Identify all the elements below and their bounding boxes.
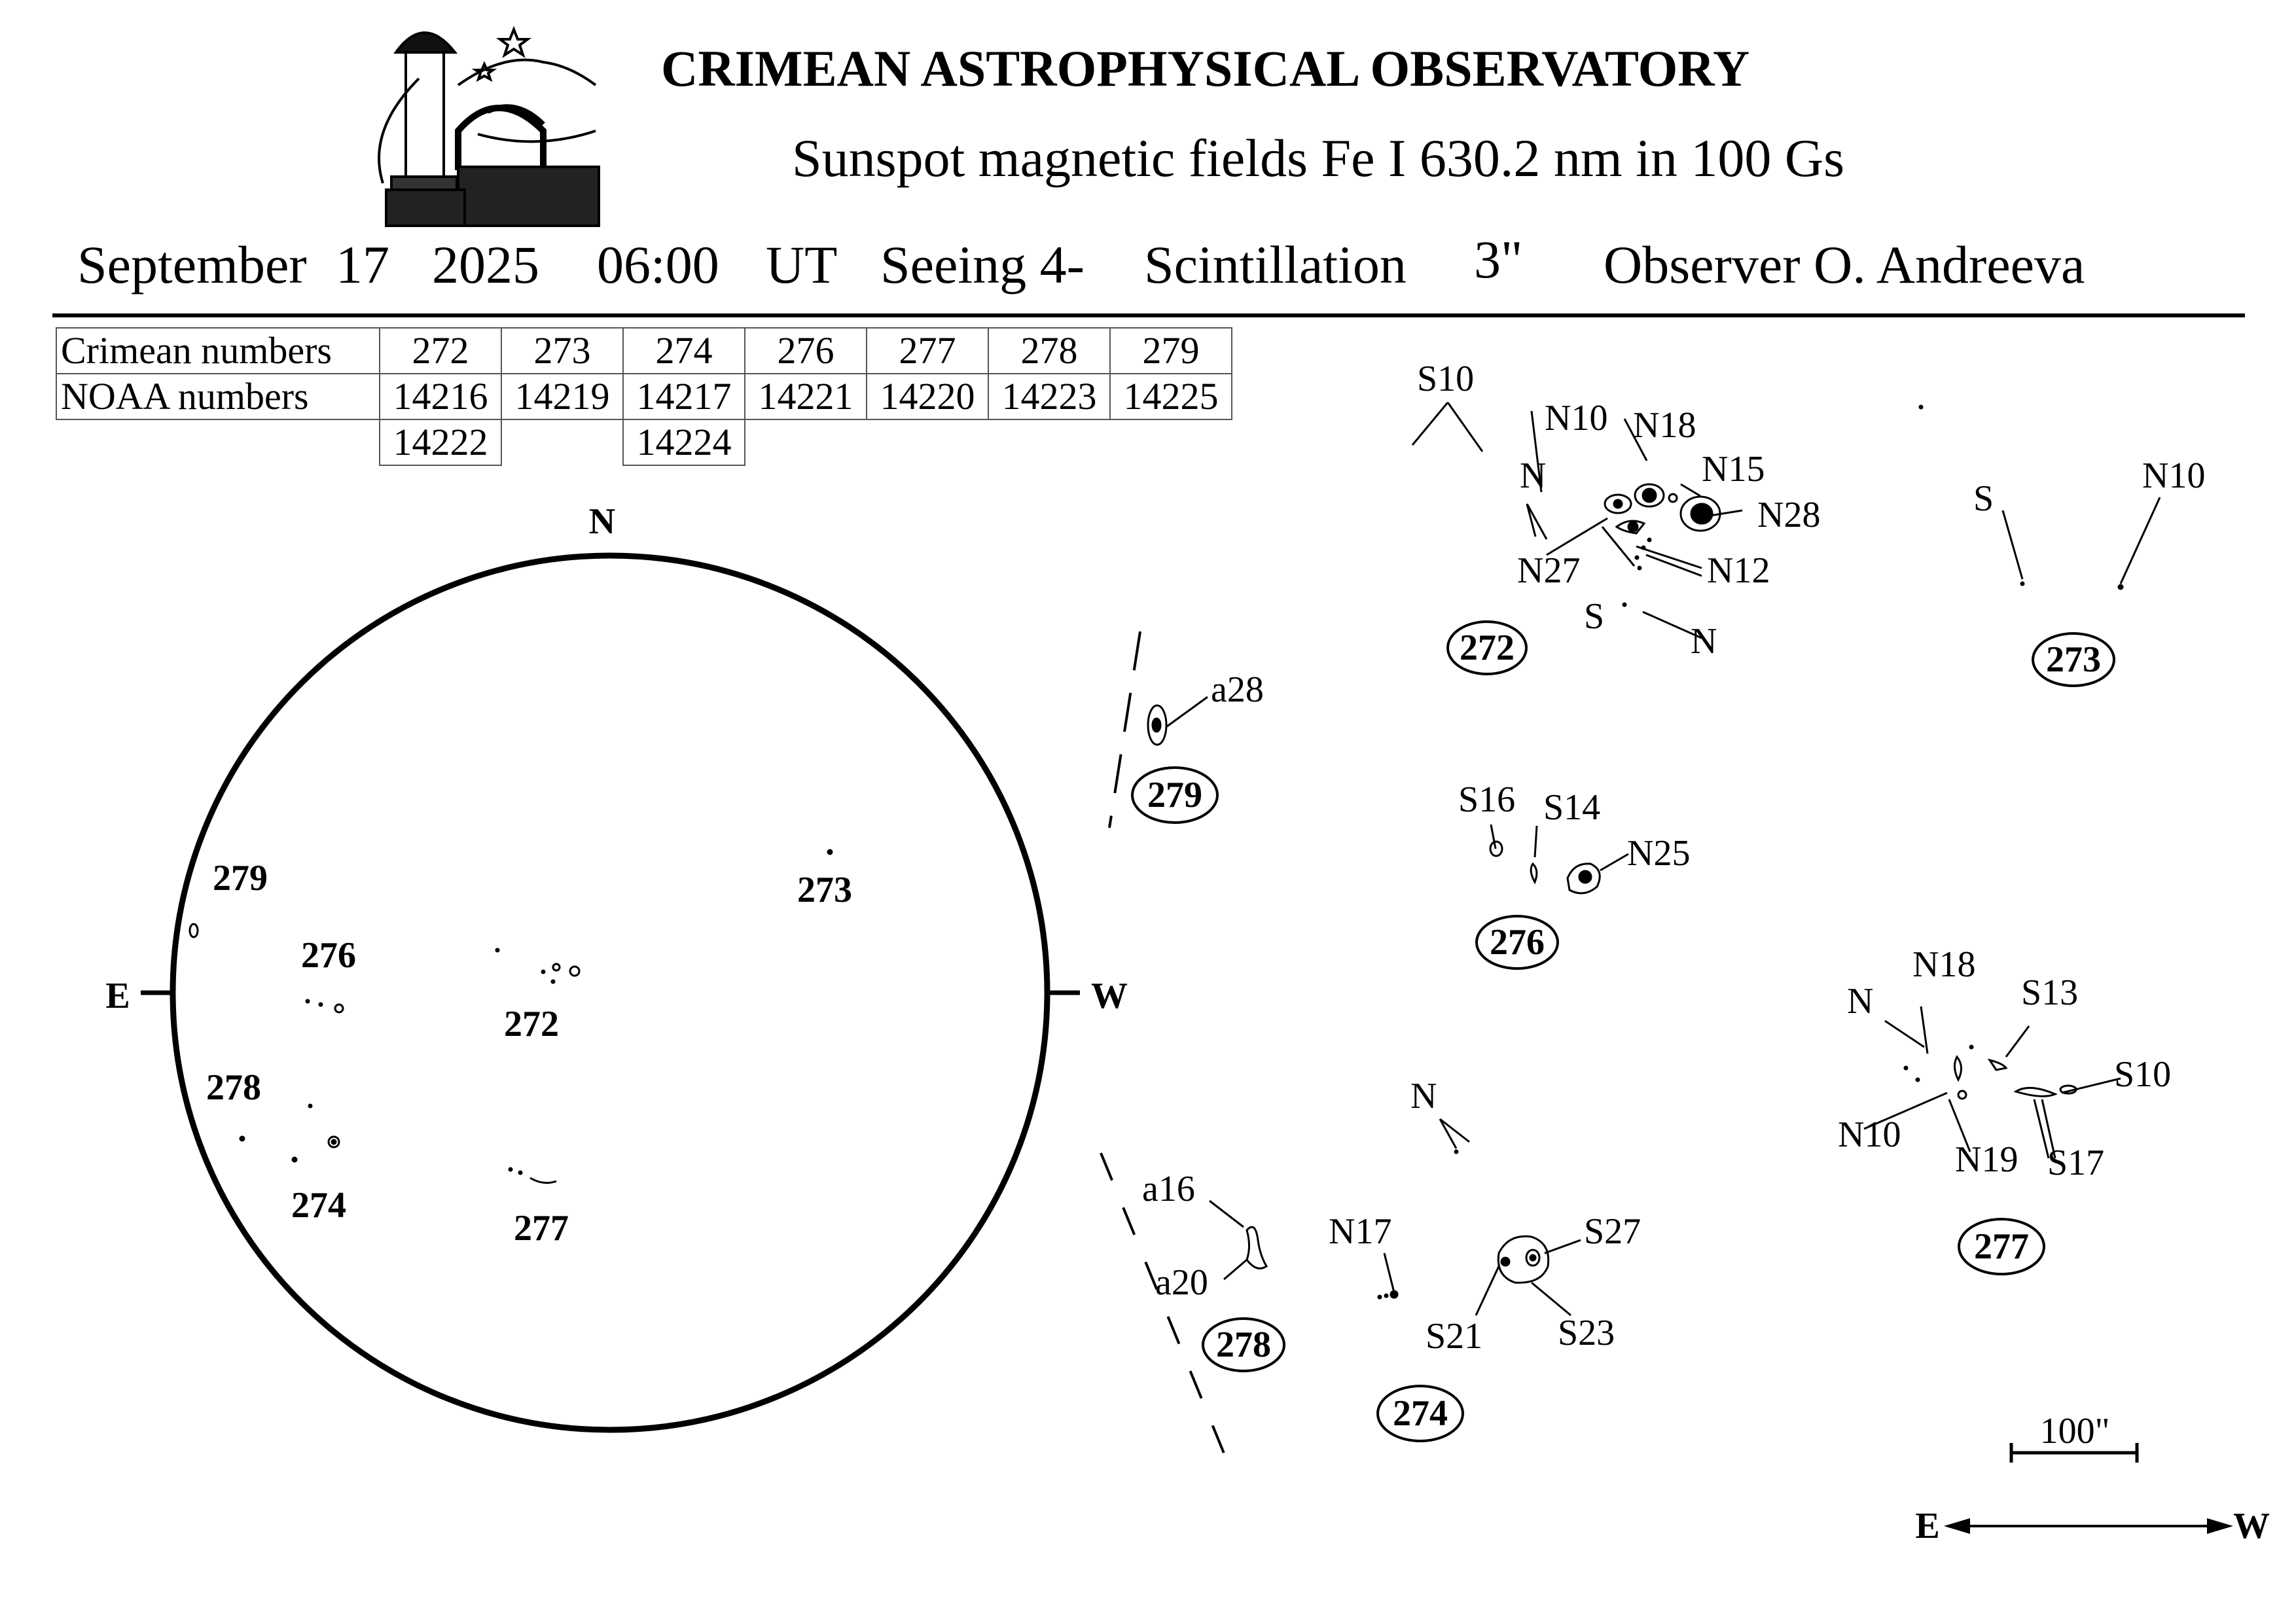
- region-number: 274: [1393, 1393, 1448, 1434]
- region-number: 276: [1490, 922, 1545, 963]
- scintillation-label: Scintillation: [1144, 235, 1407, 294]
- detail-region-278: [1101, 1153, 1284, 1469]
- annotation-label: N18: [1912, 944, 1976, 985]
- noaa-number: 14223: [988, 374, 1110, 419]
- crimean-number: 277: [867, 328, 988, 374]
- region-number: 278: [1216, 1324, 1271, 1365]
- annotation-label: S: [1973, 478, 1994, 519]
- region-number: 273: [2046, 639, 2101, 680]
- date-day: 17: [336, 235, 389, 294]
- noaa-number: 14216: [380, 374, 501, 419]
- region-number: 279: [1147, 775, 1202, 815]
- annotation-label: S14: [1543, 787, 1601, 828]
- scale-label: 100": [2039, 1411, 2110, 1451]
- noaa-number: 14222: [380, 419, 501, 465]
- detail-region-274: [1329, 1076, 1641, 1441]
- annotation-label: N18: [1633, 405, 1696, 446]
- annotation-label: S: [1584, 596, 1605, 637]
- disk-region-label: 276: [301, 935, 356, 976]
- observatory-logo-icon: [379, 29, 599, 226]
- date-year: 2025: [432, 235, 539, 294]
- observer: Observer O. Andreeva: [1604, 235, 2085, 294]
- noaa-number: 14219: [501, 374, 623, 419]
- annotation-label: S27: [1584, 1211, 1641, 1252]
- date-month: September: [77, 235, 307, 294]
- page-subtitle: Sunspot magnetic fields Fe I 630.2 nm in 100 Gs: [792, 128, 1845, 188]
- annotation-label: N19: [1955, 1139, 2018, 1180]
- crimean-number: 272: [380, 328, 501, 374]
- crimean-number: 278: [988, 328, 1110, 374]
- annotation-label: a28: [1211, 669, 1264, 710]
- disk-region-label: 279: [213, 858, 268, 898]
- detail-region-272: [1412, 359, 1820, 674]
- annotation-label: S16: [1458, 779, 1516, 820]
- disk-region-label: 272: [504, 1004, 559, 1044]
- annotation-label: N10: [2142, 455, 2206, 496]
- annotation-label: N27: [1517, 550, 1581, 591]
- disk-region-label: 277: [514, 1208, 569, 1249]
- arrow-west-label: W: [2233, 1506, 2270, 1546]
- disk-region-label: 273: [797, 870, 852, 910]
- annotation-label: N28: [1757, 495, 1821, 535]
- east-west-arrow-icon: [1915, 1506, 2270, 1546]
- annotation-label: S23: [1558, 1313, 1615, 1353]
- page-title: CRIMEAN ASTROPHYSICAL OBSERVATORY: [661, 40, 1750, 97]
- annotation-label: N: [1410, 1076, 1437, 1116]
- disk-west-label: W: [1091, 976, 1128, 1016]
- limb-dashed-line: [1109, 631, 1140, 828]
- obs-time: 06:00: [597, 235, 719, 294]
- seeing: Seeing 4-: [880, 235, 1085, 294]
- disk-north-label: N: [588, 501, 616, 542]
- annotation-label: N10: [1545, 398, 1608, 438]
- crimean-label: Crimean numbers: [56, 328, 380, 374]
- annotation-label: N: [1520, 455, 1547, 496]
- noaa-number: 14220: [867, 374, 988, 419]
- detail-region-276: [1458, 779, 1690, 969]
- annotation-label: S10: [1417, 359, 1475, 399]
- noaa-label: NOAA numbers: [56, 374, 380, 419]
- crimean-number: 274: [623, 328, 745, 374]
- region-number: 277: [1974, 1226, 2029, 1267]
- annotation-label: N17: [1329, 1211, 1392, 1252]
- detail-region-277: [1838, 944, 2171, 1274]
- noaa-number: 14225: [1110, 374, 1232, 419]
- annotation-label: N10: [1838, 1114, 1901, 1155]
- annotation-label: a16: [1142, 1169, 1195, 1209]
- annotation-label: N: [1691, 621, 1717, 662]
- disk-region-label: 278: [206, 1067, 261, 1108]
- annotation-label: a20: [1155, 1262, 1208, 1303]
- noaa-number: 14224: [623, 419, 745, 465]
- arrow-east-label: E: [1915, 1506, 1940, 1546]
- annotation-label: S10: [2114, 1054, 2172, 1095]
- disk-region-label: 274: [291, 1185, 346, 1226]
- disk-region-labels: [206, 858, 852, 1249]
- detail-region-273: [1920, 406, 2205, 686]
- noaa-number: 14217: [623, 374, 745, 419]
- scintillation-value: 3": [1474, 230, 1523, 289]
- noaa-number: 14221: [745, 374, 867, 419]
- time-unit: UT: [766, 235, 838, 294]
- crimean-number: 273: [501, 328, 623, 374]
- crimean-number: 276: [745, 328, 867, 374]
- annotation-label: S13: [2021, 972, 2079, 1013]
- scale-bar: [2011, 1411, 2137, 1463]
- annotation-label: S17: [2047, 1143, 2105, 1183]
- region-number: 272: [1460, 628, 1515, 668]
- annotation-label: N15: [1702, 449, 1765, 489]
- annotation-label: N: [1847, 981, 1874, 1022]
- solar-disk: [173, 556, 1047, 1430]
- annotation-label: S21: [1426, 1316, 1483, 1357]
- annotation-label: N12: [1707, 550, 1770, 591]
- crimean-number: 279: [1110, 328, 1232, 374]
- annotation-label: N25: [1627, 833, 1691, 874]
- disk-east-label: E: [105, 976, 130, 1016]
- detail-region-279: [1109, 631, 1264, 828]
